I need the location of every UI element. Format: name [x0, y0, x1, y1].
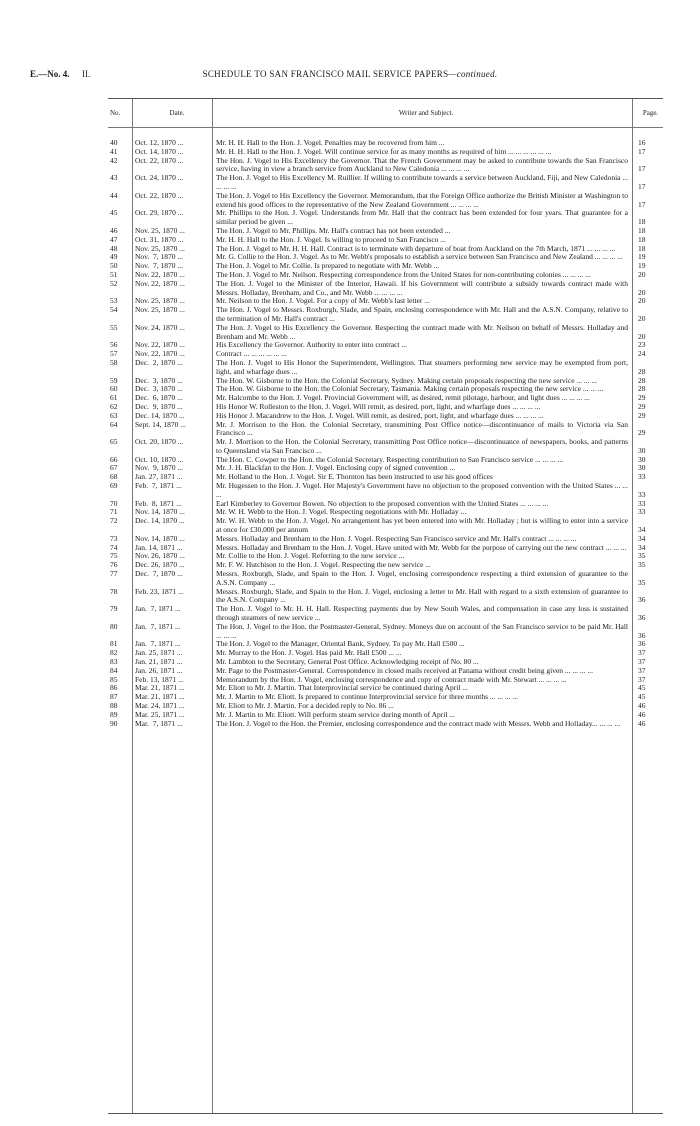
entry-page-number: 37	[638, 674, 646, 684]
entry-number: 88	[110, 701, 118, 710]
entry-page-number: 18	[638, 234, 646, 244]
entry-page	[632, 157, 663, 175]
entry-page	[632, 517, 663, 535]
entry-subject: The Hon. W. Gisborne to the Hon. the Colonial Secretary, Tasmania. Making certain proposals respecting the new service ... ... ...	[216, 384, 604, 394]
entry-page-number: 17	[638, 199, 646, 209]
entry-page-number: 33	[638, 507, 646, 517]
entry-date: Jan. 25, 1871 ...	[135, 648, 183, 658]
entry-page	[632, 438, 663, 456]
entry-number: 62	[110, 401, 118, 411]
entry-number: 56	[110, 340, 118, 350]
entry-date: Mar. 21, 1871 ...	[135, 683, 185, 693]
entry-date: Nov. 25, 1870 ...	[135, 225, 185, 235]
entry-date: Nov. 7, 1870 ...	[135, 252, 184, 262]
entry-subject: The Hon. J. Vogel to Mr. Collie. Is prepared to negotiate with Mr. Webb ...	[216, 261, 440, 271]
table-row	[108, 341, 663, 350]
entry-subject: Mr. F. W. Hutchison to the Hon. J. Vogel. Respecting the new service ...	[216, 560, 431, 570]
table-row	[108, 605, 663, 623]
entry-page	[632, 253, 663, 262]
entry-number: 79	[110, 604, 118, 614]
entry-subject: Messrs. Holladay and Brenham to the Hon. J. Vogel. Respecting San Francisco service and Mr. Hall's contract ... ... ... ...	[216, 533, 577, 543]
title-suffix: —continued.	[448, 69, 498, 79]
entry-page-number: 33	[638, 489, 646, 499]
entry-number: 75	[110, 551, 118, 561]
entry-number: 45	[110, 208, 118, 218]
entry-number: 74	[110, 542, 118, 552]
entry-number: 43	[110, 173, 118, 183]
entry-number: 47	[110, 234, 118, 244]
entry-page-number: 17	[638, 146, 646, 156]
entry-subject: His Excellency the Governor. Authority to enter into contract ...	[216, 340, 407, 350]
entry-page	[632, 649, 663, 658]
column-header-date: Date.	[169, 109, 185, 117]
entry-page	[632, 658, 663, 667]
entry-page	[632, 667, 663, 676]
entry-page-number: 23	[638, 340, 646, 350]
entry-page	[632, 561, 663, 570]
entry-date: Nov. 25, 1870 ...	[135, 305, 185, 315]
entry-subject: Mr. W. H. Webb to the Hon. J. Vogel. No arrangement has yet been entered into with Mr. Holladay ; but is willing to enter into a service at once for £30,000 per annum	[216, 516, 628, 535]
table-row	[108, 421, 663, 439]
entry-date: Nov. 9, 1870 ...	[135, 463, 184, 473]
entry-page-number: 35	[638, 560, 646, 570]
entry-page-number: 46	[638, 701, 646, 710]
entry-subject: Mr. Hugessen to the Hon. J. Vogel. Her Majesty's Government have no objection to the proposed convention with the United States ... ... ...	[216, 481, 628, 499]
entry-page	[632, 271, 663, 280]
entry-page	[632, 412, 663, 421]
entry-number: 82	[110, 648, 118, 658]
entry-page-number: 37	[638, 665, 646, 675]
entry-subject: The Hon. J. Vogel to Mr. Phillips. Mr. Hall's contract has not been extended ...	[216, 225, 451, 235]
entry-page-number: 19	[638, 261, 646, 271]
entry-page	[632, 377, 663, 386]
entry-page	[632, 350, 663, 359]
entry-page-number: 17	[638, 181, 646, 191]
entry-date: Dec. 3, 1870 ...	[135, 384, 183, 394]
entry-subject: Mr. J. H. Blackfan to the Hon. J. Vogel. Enclosing copy of signed convention ...	[216, 463, 456, 473]
entry-subject: The Hon. J. Vogel to Mr. H. H. Hall. Contract is to terminate with departure of boat from Auckland on the 7th March, 1871 ... ... ... ...	[216, 243, 616, 253]
entry-page-number: 30	[638, 445, 646, 455]
column-header-page: Page.	[642, 109, 659, 117]
entry-page	[632, 421, 663, 439]
entry-page-number: 28	[638, 384, 646, 394]
entry-date: Oct. 22, 1870 ...	[135, 190, 184, 200]
entry-number: 48	[110, 243, 118, 253]
entry-subject: The Hon. J. Vogel to Messrs. Roxburgh, Slade, and Spain, enclosing correspondence with Mr. Hall and the A.S.N. Company, relative to the termination of Mr. Hall's contract ...	[216, 305, 628, 323]
entry-date: Feb. 13, 1871 ...	[135, 674, 184, 684]
entry-date: Nov. 7, 1870 ...	[135, 261, 184, 271]
entry-number: 83	[110, 657, 118, 667]
entry-page-number: 17	[638, 164, 646, 174]
entry-page	[632, 306, 663, 324]
entry-number: 65	[110, 437, 118, 447]
entry-subject: The Hon. J. Vogel to His Excellency M. Ruillier. If willing to contribute towards a service between Auckland, Fiji, and New Caledonia ... ... ... ...	[216, 173, 628, 191]
entry-number: 46	[110, 225, 118, 235]
entry-page	[632, 280, 663, 298]
entry-number: 64	[110, 419, 118, 429]
entry-page	[632, 209, 663, 227]
entry-page	[632, 464, 663, 473]
table-row	[108, 588, 663, 606]
entry-number: 78	[110, 586, 118, 596]
entry-number: 60	[110, 384, 118, 394]
entry-page	[632, 684, 663, 693]
entry-page-number: 36	[638, 613, 646, 623]
entry-page-number: 29	[638, 410, 646, 420]
entry-page	[632, 456, 663, 465]
table-row	[108, 306, 663, 324]
entry-page	[632, 588, 663, 606]
entry-subject: Earl Kimberley to Governor Bowen. No objection to the proposed convention with the United States ... ... ... ...	[216, 498, 549, 508]
entry-page-number: 46	[638, 718, 646, 728]
entry-page	[632, 139, 663, 148]
entry-page	[632, 341, 663, 350]
entry-date: Dec. 26, 1870 ...	[135, 560, 185, 570]
entry-number: 84	[110, 665, 118, 675]
entry-page	[632, 702, 663, 711]
entry-date: Sept. 14, 1870 ...	[135, 419, 186, 429]
entry-date: Oct. 22, 1870 ...	[135, 155, 184, 165]
entry-page	[632, 385, 663, 394]
entry-page	[632, 535, 663, 544]
table-row	[108, 174, 663, 192]
entry-page-number: 45	[638, 692, 646, 702]
entry-date: Mar. 7, 1871 ...	[135, 718, 183, 728]
entry-subject: Mr. Murray to the Hon. J. Vogel. Has paid Mr. Hall £500 ... ...	[216, 648, 402, 658]
entry-subject: Mr. H. H. Hall to the Hon. J. Vogel. Penalties may be recovered from him ...	[216, 138, 445, 147]
entry-page	[632, 394, 663, 403]
entry-subject: Messrs. Holladay and Brenham to the Hon. J. Vogel. Have united with Mr. Webb for the purpose of carrying out the new contract ... ... ...	[216, 542, 627, 552]
entry-subject: The Hon. J. Vogel to His Excellency the Governor. Respecting the contract made with Mr. Neilson on behalf of Messrs. Holladay and Brenham and Mr. Webb ...	[216, 322, 628, 341]
entry-subject: Mr. Collie to the Hon. J. Vogel. Referring to the new service ...	[216, 551, 405, 561]
entry-date: Nov. 22, 1870 ...	[135, 349, 185, 359]
entry-date: Oct. 20, 1870 ...	[135, 437, 184, 447]
entry-subject: Mr. W. H. Webb to the Hon. J. Vogel. Respecting negotiations with Mr. Holladay ...	[216, 507, 467, 517]
entry-date: Oct. 10, 1870 ...	[135, 454, 184, 464]
entry-number: 90	[110, 718, 118, 728]
entry-page	[632, 245, 663, 254]
entry-date: Jan. 7, 1871 ...	[135, 604, 181, 614]
entry-page-number: 36	[638, 630, 646, 640]
entry-subject: The Hon. J. Vogel to His Excellency the Governor. That the French Government may be asked to contribute towards the San Francisco service, having in view a branch service from Auckland to New Caledonia ... ... ... ...	[216, 155, 628, 174]
entry-date: Dec. 9, 1870 ...	[135, 401, 183, 411]
entry-number: 58	[110, 357, 118, 367]
entry-subject: The Hon. J. Vogel to His Honor the Superintendent, Wellington. That steamers performing new service may be exempted from port, light, and wharfage dues ...	[216, 357, 628, 376]
entry-page-number: 24	[638, 349, 646, 359]
table-row	[108, 720, 663, 729]
entry-page-number: 29	[638, 401, 646, 411]
entry-page	[632, 174, 663, 192]
entry-page-number: 16	[638, 138, 646, 147]
entry-page-number: 18	[638, 243, 646, 253]
entry-page-number: 34	[638, 525, 646, 535]
column-header-no: No.	[110, 109, 121, 117]
table-row	[108, 438, 663, 456]
table-row	[108, 280, 663, 298]
entry-date: Nov. 24, 1870 ...	[135, 322, 185, 332]
entry-page-number: 34	[638, 533, 646, 543]
table-row	[108, 482, 663, 500]
entry-number: 63	[110, 410, 118, 420]
entry-date: Oct. 14, 1870 ...	[135, 146, 184, 156]
entry-page-number: 37	[638, 648, 646, 658]
entry-date: Feb. 8, 1871 ...	[135, 498, 182, 508]
table-row	[108, 209, 663, 227]
entry-date: Nov. 14, 1870 ...	[135, 533, 185, 543]
entry-number: 86	[110, 683, 118, 693]
schedule-table	[108, 98, 663, 1114]
entry-page-number: 20	[638, 331, 646, 341]
entry-subject: The Hon. J. Vogel to Mr. Neilson. Respecting correspondence from the United States for non-contributing colonies ... ... ... ...	[216, 269, 591, 279]
entry-subject: Mr. Halcombe to the Hon. J. Vogel. Provincial Government will, as desired, remit pilotage, harbour, and light dues ... ... ... ...	[216, 393, 590, 403]
entry-subject: Mr. Neilson to the Hon. J. Vogel. For a copy of Mr. Webb's last letter ...	[216, 296, 430, 306]
table-row	[108, 623, 663, 641]
table-row	[108, 359, 663, 377]
entry-date: Dec. 3, 1870 ...	[135, 375, 183, 385]
entry-date: Nov. 22, 1870 ...	[135, 340, 185, 350]
entry-number: 41	[110, 146, 118, 156]
entry-page-number: 29	[638, 393, 646, 403]
entry-page-number: 20	[638, 269, 646, 279]
entry-number: 81	[110, 639, 118, 649]
entry-page	[632, 693, 663, 702]
entry-date: Mar. 21, 1871 ...	[135, 692, 185, 702]
entry-page-number: 33	[638, 472, 646, 482]
entry-page	[632, 359, 663, 377]
entry-date: Jan. 27, 1871 ...	[135, 472, 183, 482]
entry-subject: His Honor W. Rolleston to the Hon. J. Vogel. Will remit, as desired, port, light, and wharfage dues ... ... ... ...	[216, 401, 541, 411]
entry-date: Jan. 7, 1871 ...	[135, 621, 181, 631]
entry-page-number: 34	[638, 542, 646, 552]
entry-date: Nov. 22, 1870 ...	[135, 278, 185, 288]
entry-date: Dec. 6, 1870 ...	[135, 393, 183, 403]
entry-page	[632, 544, 663, 553]
entry-subject: Contract ... ... ... ... ... ...	[216, 349, 287, 359]
entry-page-number: 29	[638, 428, 646, 438]
entry-subject: Mr. J. Morrison to the Hon. the Colonial Secretary, transmitting Post Office notice—discontinuance of mails to Victoria via San Francisco ...	[216, 419, 628, 438]
entry-date: Nov. 25, 1870 ...	[135, 296, 185, 306]
entry-date: Dec. 14, 1870 ...	[135, 516, 185, 526]
entry-page	[632, 570, 663, 588]
entry-subject: Memorandum by the Hon. J. Vogel, enclosing correspondence and copy of contract made with Mr. Stewart ... ... ... ...	[216, 674, 567, 684]
entry-number: 70	[110, 498, 118, 508]
entry-number: 68	[110, 472, 118, 482]
entry-number: 80	[110, 621, 118, 631]
entry-subject: Mr. G. Collie to the Hon. J. Vogel. As to Mr. Webb's proposals to establish a service between San Francisco and New Zealand ... ... ... ...	[216, 252, 623, 262]
entry-page-number: 18	[638, 217, 646, 227]
table-row	[108, 570, 663, 588]
entry-page-number: 33	[638, 498, 646, 508]
table-body	[108, 139, 663, 728]
entry-date: Feb. 7, 1871 ...	[135, 481, 182, 491]
entry-number: 71	[110, 507, 118, 517]
entry-subject: Mr. Lambton to the Secretary, General Post Office. Acknowledging receipt of No. 80 ...	[216, 657, 479, 667]
entry-subject: The Hon. J. Vogel to His Excellency the Governor. Memorandum, that the Foreign Office authorize the British Minister at Washington to extend his good offices to the representative of the New Zealand Government ... ... ... ...	[216, 190, 628, 209]
entry-number: 73	[110, 533, 118, 543]
entry-page	[632, 482, 663, 500]
entry-page	[632, 403, 663, 412]
entry-page-number: 28	[638, 375, 646, 385]
entry-subject: The Hon. C. Cowper to the Hon. the Colonial Secretary. Respecting contribution to San Francisco service ... ... ... ...	[216, 454, 564, 464]
entry-page-number: 35	[638, 577, 646, 587]
paper-reference: E.—No. 4.	[30, 69, 70, 79]
entry-date: Feb. 23, 1871 ...	[135, 586, 184, 596]
entry-page-number: 20	[638, 296, 646, 306]
entry-number: 72	[110, 516, 118, 526]
column-header-subject: Writer and Subject.	[398, 109, 454, 117]
entry-subject: Mr. H. H. Hall to the Hon. J. Vogel. Will continue service for as many months as required of him ... ... ... ... ... ...	[216, 146, 552, 156]
entry-page	[632, 552, 663, 561]
table-row	[108, 157, 663, 175]
entry-number: 53	[110, 296, 118, 306]
entry-page	[632, 640, 663, 649]
entry-page	[632, 676, 663, 685]
entry-number: 69	[110, 481, 118, 491]
entry-number: 57	[110, 349, 118, 359]
page-header	[30, 69, 670, 81]
entry-date: Jan. 26, 1871 ...	[135, 665, 183, 675]
entry-number: 55	[110, 322, 118, 332]
entry-page	[632, 508, 663, 517]
entry-subject: Mr. Page to the Postmaster-General. Correspondence in closed mails received at Panama without credit being given ... ... ... ...	[216, 665, 594, 675]
entry-subject: Mr. J. Morrison to the Hon. the Colonial Secretary, transmitting Post Office notice—discontinuance of newspapers, books, and patterns to Queensland via San Francisco ...	[216, 437, 628, 455]
entry-subject: The Hon. W. Gisborne to the Hon. the Colonial Secretary, Sydney. Making certain proposals respecting the new service ... ... ...	[216, 375, 598, 385]
entry-number: 50	[110, 261, 118, 271]
entry-page-number: 46	[638, 709, 646, 719]
entry-subject: Mr. J. Martin to Mr. Eliott. Is prepared to continue Interprovincial service for three months ... ... ... ...	[216, 692, 519, 702]
entry-date: Nov. 26, 1870 ...	[135, 551, 185, 561]
entry-number: 61	[110, 393, 118, 403]
entry-number: 77	[110, 569, 118, 579]
entry-date: Mar. 24, 1871 ...	[135, 701, 185, 710]
entry-page-number: 36	[638, 639, 646, 649]
entry-page-number: 19	[638, 252, 646, 262]
entry-subject: Mr. J. Martin to Mr. Eliott. Will perform steam service during month of April ...	[216, 709, 455, 719]
entry-date: Dec. 14, 1870 ...	[135, 410, 185, 420]
entry-date: Oct. 12, 1870 ...	[135, 138, 184, 147]
entry-date: Dec. 2, 1870 ...	[135, 357, 183, 367]
entry-subject: Mr. Phillips to the Hon. J. Vogel. Understands from Mr. Hall that the contract has been extended for four years. That guarantee for a similar period be given ...	[216, 208, 628, 227]
entry-subject: Mr. Eliott to Mr. J. Martin. For a decided reply to No. 86 ...	[216, 701, 394, 710]
entry-subject: The Hon. J. Vogel to the Manager, Oriental Bank, Sydney. To pay Mr. Hall £500 ...	[216, 639, 465, 649]
entry-page	[632, 500, 663, 509]
entry-page	[632, 236, 663, 245]
entry-page-number: 30	[638, 454, 646, 464]
entry-date: Oct. 29, 1870 ...	[135, 208, 184, 218]
entry-page-number: 28	[638, 366, 646, 376]
entry-subject: The Hon. J. Vogel to the Hon. the Postmaster-General, Sydney. Moneys due on account of the San Francisco service to be paid Mr. Hall ... ... ...	[216, 621, 628, 640]
entry-page	[632, 227, 663, 236]
entry-subject: The Hon. J. Vogel to the Hon. the Premier, enclosing correspondence and the contract made with Messrs. Webb and Holladay... ... ... ...	[216, 718, 621, 728]
entry-number: 52	[110, 278, 118, 288]
entry-page	[632, 297, 663, 306]
entry-date: Nov. 14, 1870 ...	[135, 507, 185, 517]
entry-page-number: 30	[638, 463, 646, 473]
entry-page-number: 20	[638, 313, 646, 323]
entry-page-number: 20	[638, 287, 646, 297]
page-title	[30, 69, 670, 79]
entry-number: 51	[110, 269, 118, 279]
entry-date: Mar. 25, 1871 ...	[135, 709, 185, 719]
entry-number: 85	[110, 674, 118, 684]
entry-page	[632, 605, 663, 623]
table-row	[108, 192, 663, 210]
entry-subject: The Hon. J. Vogel to Mr. H. H. Hall. Respecting payments due by New South Wales, and compensation in case any loss is sustained through steamers of new service ...	[216, 604, 628, 623]
entry-page	[632, 623, 663, 641]
entry-page-number: 37	[638, 657, 646, 667]
entry-subject: His Honor J. Macandrew to the Hon. J. Vogel. Will remit, as desired, port, light, and wharfage dues ... ... ... ...	[216, 410, 544, 420]
entry-page	[632, 148, 663, 157]
entry-page	[632, 324, 663, 342]
entry-page	[632, 262, 663, 271]
entry-number: 40	[110, 138, 118, 147]
entry-page	[632, 473, 663, 482]
entry-number: 44	[110, 190, 118, 200]
entry-number: 42	[110, 155, 118, 165]
entry-subject: Messrs. Roxburgh, Slade, and Spain to the Hon. J. Vogel, enclosing a letter to Mr. Hall with regard to a sixth extension of guarantee to the A.S.N. Company ...	[216, 586, 628, 605]
table-row	[108, 517, 663, 535]
entry-subject: The Hon. J. Vogel to the Minister of the Interior, Hawaii. If his Government will contribute a subsidy towards contract made with Messrs. Holladay, Brenham, and Co., and Mr. Webb ... ... ... ...	[216, 278, 628, 297]
entry-date: Nov. 22, 1870 ...	[135, 269, 185, 279]
entry-page	[632, 192, 663, 210]
entry-date: Oct. 31, 1870 ...	[135, 234, 184, 244]
entry-number: 49	[110, 252, 118, 262]
entry-page	[632, 720, 663, 729]
entry-number: 67	[110, 463, 118, 473]
entry-date: Jan. 7, 1871 ...	[135, 639, 181, 649]
title-main: SCHEDULE TO SAN FRANCISCO MAIL SERVICE PAPERS	[202, 69, 449, 79]
entry-page	[632, 711, 663, 720]
entry-date: Jan. 14, 1871 ...	[135, 542, 183, 552]
entry-number: 54	[110, 305, 118, 315]
entry-subject: Mr. Holland to the Hon. J. Vogel. Sir E. Thornton has been instructed to use his good offices	[216, 472, 493, 482]
entry-page-number: 18	[638, 225, 646, 235]
entry-number: 66	[110, 454, 118, 464]
entry-date: Jan. 21, 1871 ...	[135, 657, 183, 667]
entry-number: 76	[110, 560, 118, 570]
entry-date: Dec. 7, 1870 ...	[135, 569, 183, 579]
entry-subject: Mr. H. H. Hall to the Hon. J. Vogel. Is willing to proceed to San Francisco ...	[216, 234, 446, 244]
entry-number: 87	[110, 692, 118, 702]
entry-number: 89	[110, 709, 118, 719]
entry-subject: Mr. Eliott to Mr. J. Martin. That Interprovincial service be continued during April ...	[216, 683, 468, 693]
table-row	[108, 324, 663, 342]
entry-subject: Messrs. Roxburgh, Slade, and Spain to the Hon. J. Vogel, enclosing correspondence respecting a third extension of guarantee to the A.S.N. Company ...	[216, 569, 628, 587]
entry-page-number: 35	[638, 551, 646, 561]
entry-date: Nov. 25, 1870 ...	[135, 243, 185, 253]
entry-date: Oct. 24, 1870 ...	[135, 173, 184, 183]
section-number: II.	[82, 69, 91, 79]
entry-number: 59	[110, 375, 118, 385]
header-rule	[108, 127, 663, 128]
entry-page-number: 36	[638, 595, 646, 605]
entry-page-number: 45	[638, 683, 646, 693]
